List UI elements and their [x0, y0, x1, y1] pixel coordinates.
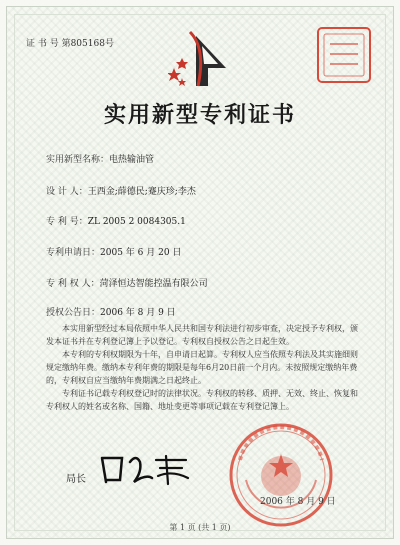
field-application-date: 专利申请日：2005 年 6 月 20 日 — [46, 248, 182, 258]
field-designers: 设 计 人：王西金;薛德民;蹇庆珍;李杰 — [46, 187, 196, 197]
field-utility-model-name: 实用新型名称：电热输油管 — [46, 155, 155, 165]
director-label: 局长 — [66, 474, 86, 485]
certificate-number: 证 书 号 第805168号 — [26, 39, 114, 49]
body-paragraph: 本专利的专利权期限为十年，自申请日起算。专利权人应当依照专利法及其实施细则规定缴纳年费。缴纳本专利年费的期限是每年6月20日前一个月内。未按照规定缴纳年费的，专利权自应当缴纳年费期满之日起终止。 — [46, 350, 358, 385]
official-seal-icon — [226, 420, 336, 530]
director-signature-icon — [96, 448, 196, 490]
page-number: 第 1 页 (共 1 页) — [169, 523, 231, 532]
body-paragraph: 本实用新型经过本局依照中华人民共和国专利法进行初步审查，决定授予专利权，颁发本证书并在专利登记簿上予以登记。专利权自授权公告之日起生效。 — [46, 324, 358, 346]
seal-date: 2006 年 8 月 9 日 — [260, 497, 336, 507]
issuing-stamp-icon — [316, 26, 372, 84]
certificate-title: 实用新型专利证书 — [103, 102, 296, 128]
certificate-body — [46, 322, 360, 413]
patent-office-emblem-icon — [168, 28, 232, 90]
field-grant-date: 授权公告日：2006 年 8 月 9 日 — [46, 308, 176, 318]
field-patentee: 专 利 权 人：菏泽恒达智能控温有限公司 — [46, 279, 208, 289]
field-patent-number: 专 利 号：ZL 2005 2 0084305.1 — [46, 217, 186, 227]
body-paragraph: 专利证书记载专利权登记时的法律状况。专利权的转移、质押、无效、终止、恢复和专利权人的姓名或名称、国籍、地址变更等事项记载在专利登记簿上。 — [46, 389, 358, 411]
